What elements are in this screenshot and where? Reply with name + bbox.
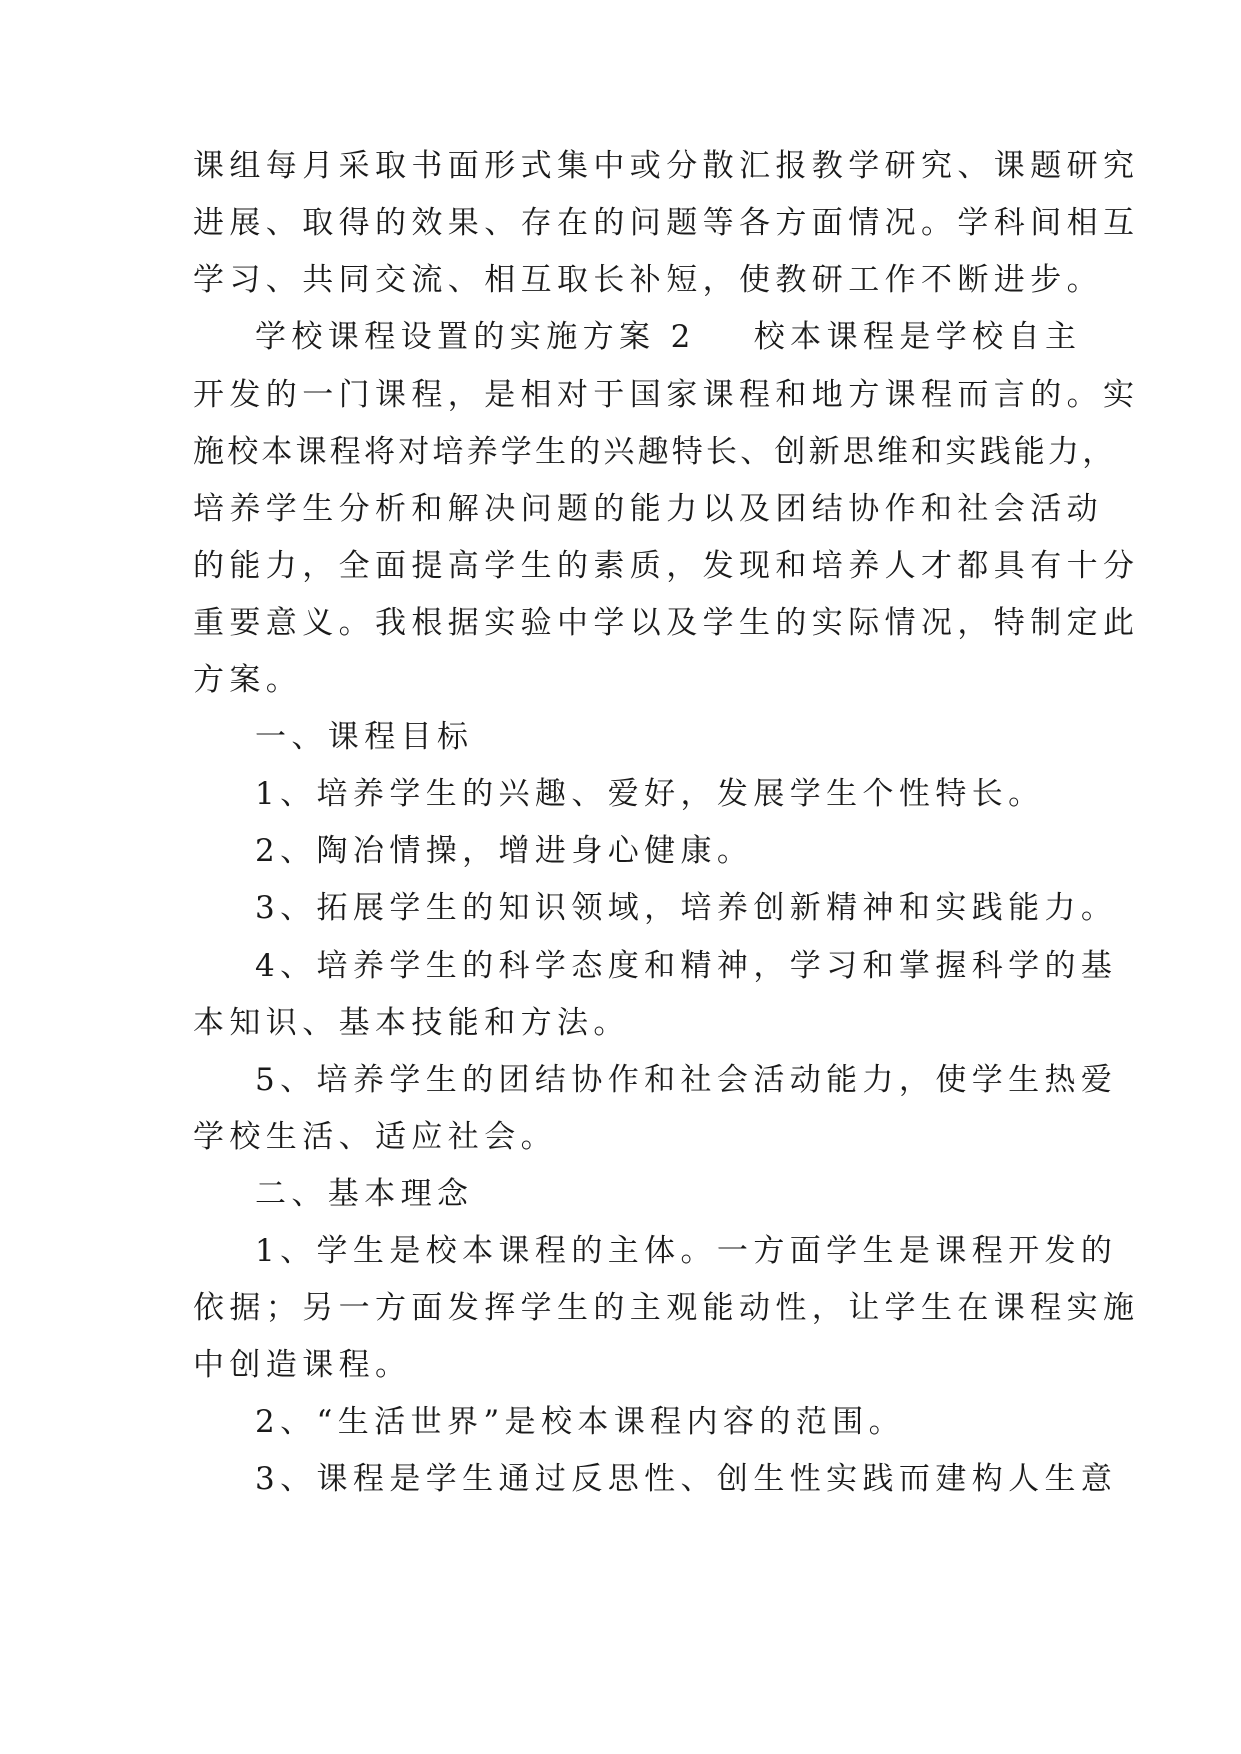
list-item: 3、课程是学生通过反思性、创生性实践而建构人生意 xyxy=(255,1461,1118,1497)
text-line: 学校生活、适应社会。 xyxy=(193,1119,557,1155)
text-line: 开发的一门课程，是相对于国家课程和地方课程而言的。实 xyxy=(193,377,1140,413)
text-line: 中创造课程。 xyxy=(193,1347,412,1383)
list-item: 2、“生活世界”是校本课程内容的范围。 xyxy=(255,1404,906,1440)
section-title-line xyxy=(255,315,1115,359)
text-line: 学习、共同交流、相互取长补短，使教研工作不断进步。 xyxy=(193,262,1103,298)
text-line: 重要意义。我根据实验中学以及学生的实际情况，特制定此 xyxy=(193,605,1140,641)
paragraph-start: 校本课程是学校自主 xyxy=(753,319,1082,355)
text-line: 施校本课程将对培养学生的兴趣特长、创新思维和实践能力， xyxy=(193,434,1117,470)
list-item: 1、培养学生的兴趣、爱好，发展学生个性特长。 xyxy=(255,776,1045,812)
section-title: 学校课程设置的实施方案 2 xyxy=(255,319,696,355)
text-line: 的能力，全面提高学生的素质，发现和培养人才都具有十分 xyxy=(193,548,1140,584)
text-line: 进展、取得的效果、存在的问题等各方面情况。学科间相互 xyxy=(193,205,1140,241)
text-line: 课组每月采取书面形式集中或分散汇报教学研究、课题研究 xyxy=(193,148,1140,184)
list-item: 2、陶冶情操，增进身心健康。 xyxy=(255,833,754,869)
list-item: 3、拓展学生的知识领域，培养创新精神和实践能力。 xyxy=(255,890,1118,926)
text-line: 方案。 xyxy=(193,662,303,698)
list-item: 1、学生是校本课程的主体。一方面学生是课程开发的 xyxy=(255,1233,1118,1269)
text-line: 本知识、基本技能和方法。 xyxy=(193,1005,630,1041)
text-line: 培养学生分析和解决问题的能力以及团结协作和社会活动 xyxy=(193,491,1103,527)
list-item: 5、培养学生的团结协作和社会活动能力，使学生热爱 xyxy=(255,1062,1118,1098)
heading-course-goals: 一、课程目标 xyxy=(255,719,474,755)
text-line: 依据；另一方面发挥学生的主观能动性，让学生在课程实施 xyxy=(193,1290,1140,1326)
list-item: 4、培养学生的科学态度和精神，学习和掌握科学的基 xyxy=(255,948,1118,984)
heading-basic-concepts: 二、基本理念 xyxy=(255,1176,474,1212)
